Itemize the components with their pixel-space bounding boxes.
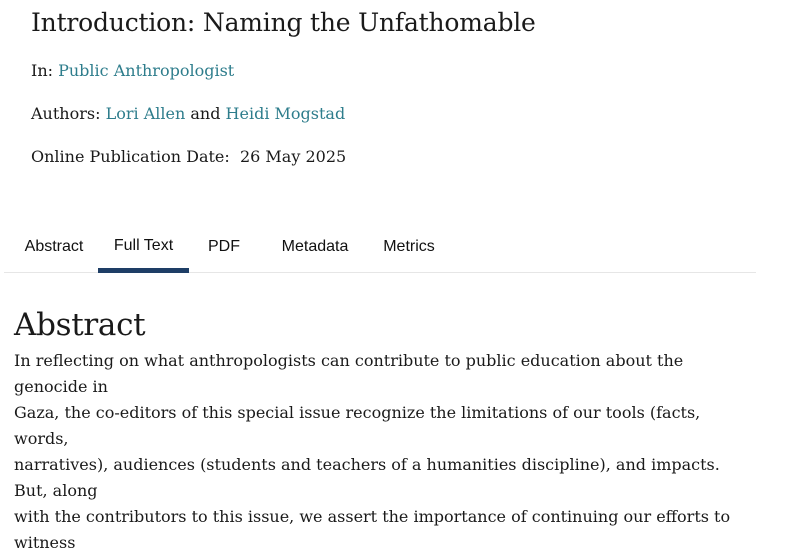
authors-line [31, 103, 345, 125]
tab-metadata[interactable]: Metadata [281, 238, 349, 255]
article-tabs [4, 228, 756, 273]
abstract-line: with the contributors to this issue, we assert the importance of continuing our efforts to witness [14, 507, 731, 552]
authors-label: Authors: [31, 104, 101, 123]
journal-label: In: [31, 61, 54, 80]
authors-joiner: and [190, 104, 221, 123]
abstract-heading: Abstract [14, 307, 146, 343]
publication-date-line [31, 146, 346, 168]
journal-link[interactable]: Public Anthropologist [58, 61, 235, 80]
abstract-line: Gaza, the co-editors of this special issue recognize the limitations of our tools (facts, words, [14, 403, 701, 448]
article-title: Introduction: Naming the Unfathomable [31, 8, 536, 37]
author-link-heidi-mogstad[interactable]: Heidi Mogstad [225, 104, 346, 123]
tab-metrics[interactable]: Metrics [383, 238, 435, 255]
publication-date-value: 26 May 2025 [239, 147, 347, 166]
abstract-line: narratives), audiences (students and teachers of a humanities discipline), and impacts. But, along [14, 455, 720, 500]
tab-abstract[interactable]: Abstract [24, 238, 84, 255]
tab-pdf[interactable]: PDF [208, 238, 240, 255]
abstract-text [14, 348, 749, 556]
tab-full-text[interactable]: Full Text [98, 228, 189, 273]
abstract-line: In reflecting on what anthropologists can contribute to public education about the genocide in [14, 351, 684, 396]
journal-line [31, 60, 234, 82]
author-link-lori-allen[interactable]: Lori Allen [105, 104, 186, 123]
publication-date-label: Online Publication Date: [31, 147, 230, 166]
